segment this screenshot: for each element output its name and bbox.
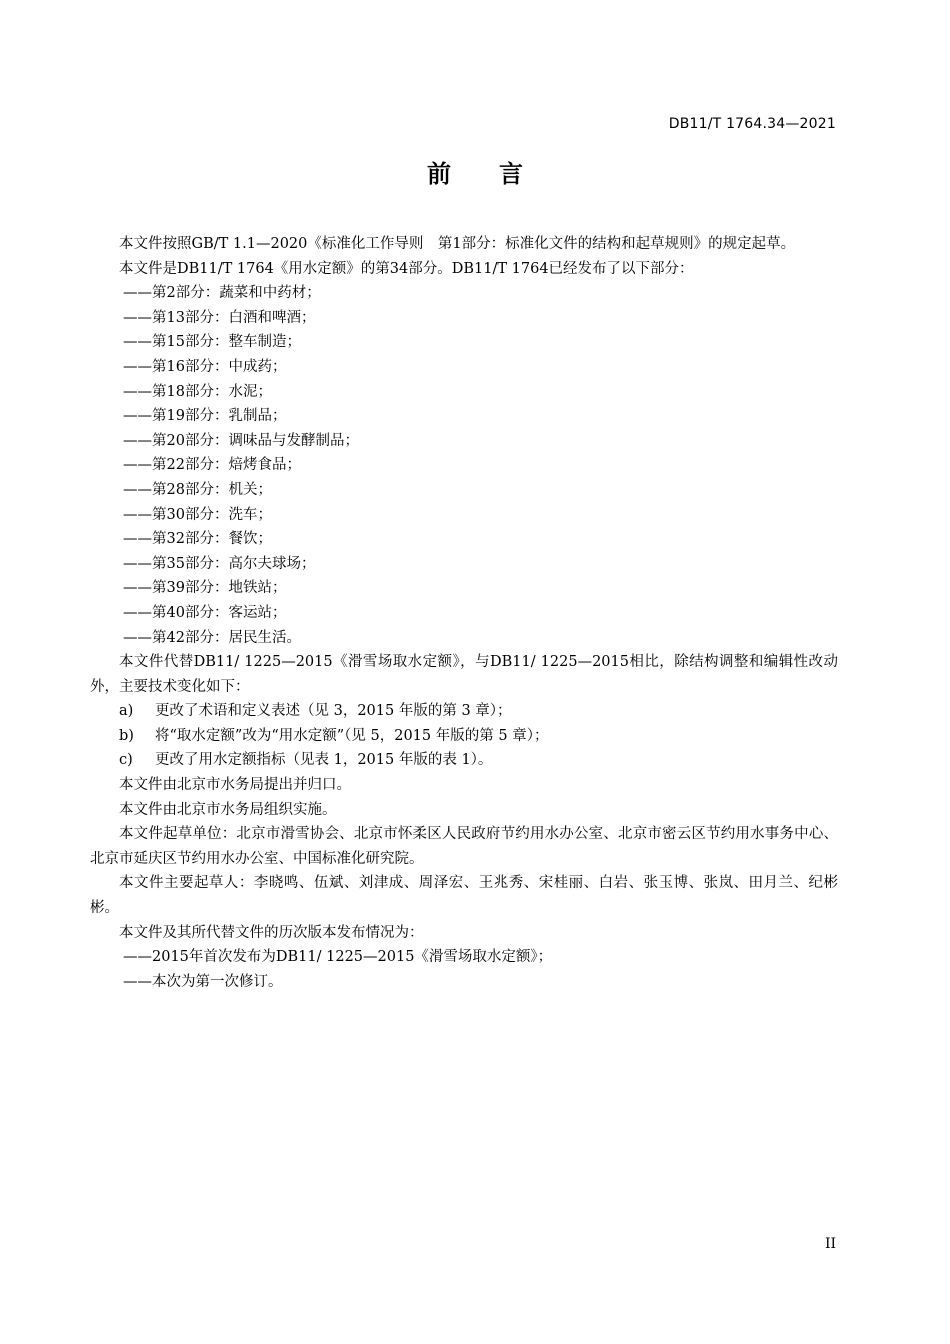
page-title: 前言 [427,160,571,188]
list-item: ——第40部分：客运站； [123,604,287,621]
paragraph-drafters: 本文件主要起草人：李晓鸣、伍斌、刘津成、周泽宏、王兆秀、宋桂丽、白岩、张玉博、张岚、田月兰、纪彬彬。 [90,875,838,917]
version-history-list [90,945,838,994]
paragraph-replacement: 本文件代替DB11/ 1225—2015《滑雪场取水定额》，与DB11/ 1225—2015相比，除结构调整和编辑性改动外，主要技术变化如下： [90,654,838,695]
list-item: ——2015年首次发布为DB11/ 1225—2015《滑雪场取水定额》； [123,949,553,966]
list-item: ——第20部分：调味品与发酵制品； [123,432,359,449]
list-item: ——第2部分：蔬菜和中药材； [123,285,321,302]
paragraph-series-intro: 本文件是DB11/T 1764《用水定额》的第34部分。DB11/T 1764已经发布了以下部分： [119,260,694,277]
list-item: ——本次为第一次修订。 [123,973,283,990]
change-item [90,748,838,773]
change-item [90,699,838,724]
page-number: II [824,1236,836,1252]
published-parts-list [90,281,838,650]
paragraph-organizer: 本文件由北京市水务局组织实施。 [119,801,337,818]
list-item: ——第19部分：乳制品； [123,408,287,425]
list-item: ——第30部分：洗车； [123,506,272,523]
paragraph-drafting-units: 本文件起草单位：北京市滑雪协会、北京市怀柔区人民政府节约用水办公室、北京市密云区节约用水事务中心、北京市延庆区节约用水办公室、中国标准化研究院。 [90,826,838,867]
list-item: ——第42部分：居民生活。 [123,629,301,646]
change-text: 更改了术语和定义表述（见 3，2015 年版的第 3 章）； [155,703,512,720]
list-item: ——第32部分：餐饮； [123,531,272,548]
list-item: ——第13部分：白酒和啤酒； [123,309,316,326]
list-item: ——第15部分：整车制造； [123,334,301,351]
list-item: ——第22部分：焙烤食品； [123,457,301,474]
change-text: 将“取水定额”改为“用水定额”（见 5，2015 年版的第 5 章）； [155,727,549,744]
technical-changes-list [90,699,838,773]
change-label: c) [119,752,133,769]
list-item: ——第18部分：水泥； [123,383,272,400]
change-item [90,724,838,749]
document-body [90,232,838,994]
change-label: b) [119,727,134,744]
change-label: a) [119,703,134,720]
paragraph-drafting-rule: 本文件按照GB/T 1.1—2020《标准化工作导则 第1部分：标准化文件的结构和起草规则》的规定起草。 [119,236,796,252]
list-item: ——第28部分：机关； [123,481,272,498]
paragraph-proposer: 本文件由北京市水务局提出并归口。 [119,777,351,794]
change-text: 更改了用水定额指标（见表 1，2015 年版的表 1）。 [155,752,493,769]
list-item: ——第16部分：中成药； [123,358,287,375]
list-item: ——第39部分：地铁站； [123,580,287,597]
paragraph-history-intro: 本文件及其所代替文件的历次版本发布情况为： [119,924,424,941]
list-item: ——第35部分：高尔夫球场； [123,555,316,572]
document-id: DB11/T 1764.34—2021 [668,116,836,132]
